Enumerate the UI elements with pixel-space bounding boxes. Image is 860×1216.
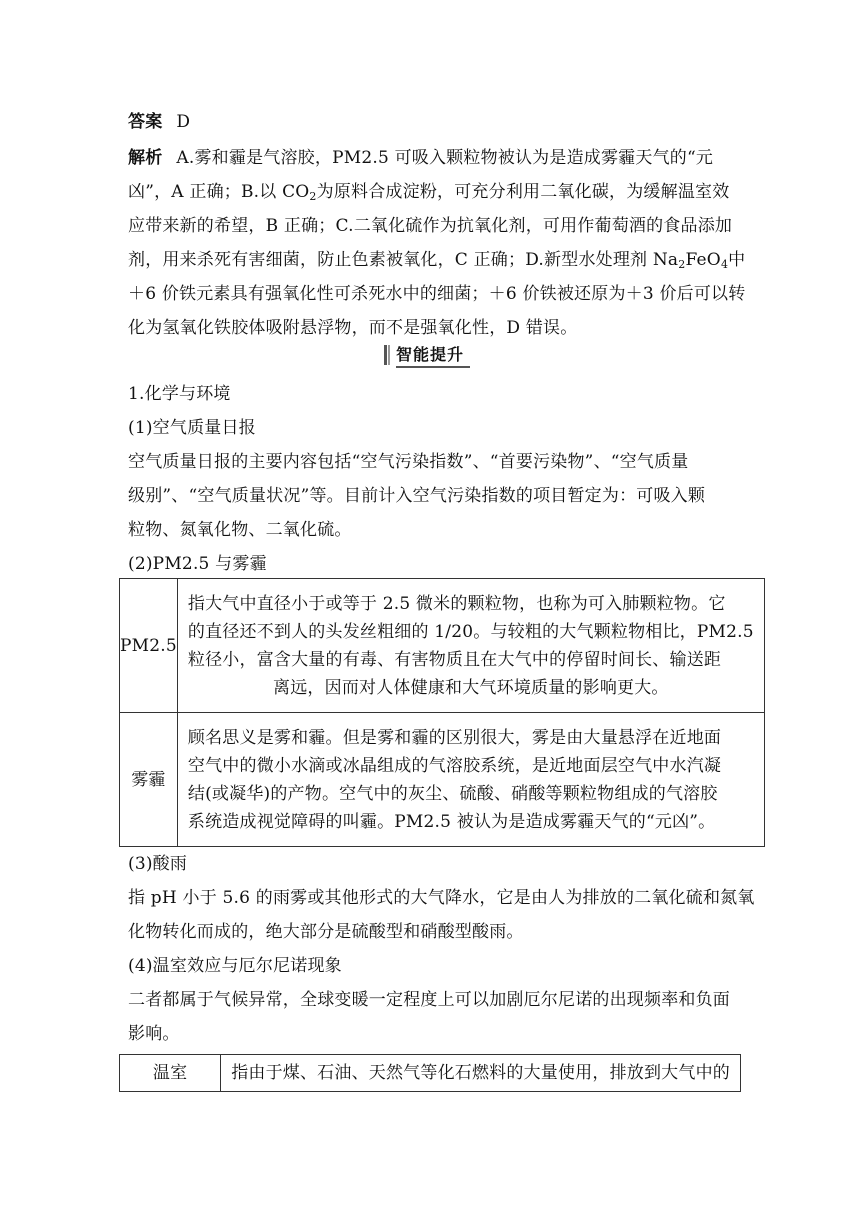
analysis-line-4: 剂，用来杀死有害细菌，防止色素被氧化，C 正确；D.新型水处理剂 $Na_2FeO_4$中 xyxy=(128,250,746,271)
table-head-cell: 温室 xyxy=(120,1055,221,1092)
analysis-line-3: 应带来新的希望，B 正确；C.二氧化硫作为抗氧化剂，可用作葡萄酒的食品添加 xyxy=(128,216,733,236)
analysis-line-1: 解析 A.雾和霾是气溶胶，PM2.5 可吸入颗粒物被认为是造成雾霾天气的“元 xyxy=(128,148,714,168)
analysis-label: 解析 xyxy=(128,148,163,168)
analysis-line-6: 化为氢氧化铁胶体吸附悬浮物，而不是强氧化性，D 错误。 xyxy=(128,318,578,338)
table-body-cell: 指由于煤、石油、天然气等化石燃料的大量使用，排放到大气中的 xyxy=(221,1055,741,1092)
answer-line xyxy=(128,110,190,134)
subsection-title-1: (1)空气质量日报 xyxy=(128,418,256,438)
paragraph-line: 二者都属于气候异常，全球变暖一定程度上可以加剧厄尔尼诺的出现频率和负面 xyxy=(128,990,730,1010)
analysis-line-5: ＋6 价铁元素具有强氧化性可杀死水中的细菌；＋6 价铁被还原为＋3 价后可以转 xyxy=(128,284,746,304)
table-row xyxy=(120,579,765,713)
table-row xyxy=(120,713,765,847)
answer-value: D xyxy=(176,112,191,132)
banner-bar-icon xyxy=(384,345,390,365)
analysis-line-2: 凶”，A 正确；B.以 $CO_2$为原料合成淀粉，可充分利用二氧化碳，为缓解温室效 xyxy=(128,182,730,203)
paragraph-line: 指 pH 小于 5.6 的雨雾或其他形式的大气降水，它是由人为排放的二氧化硫和氮氧 xyxy=(128,888,755,908)
greenhouse-table xyxy=(119,1054,741,1092)
section-banner xyxy=(384,342,470,368)
paragraph-line: 化物转化而成的，绝大部分是硫酸型和硝酸型酸雨。 xyxy=(128,922,524,942)
subsection-title-2: (2)PM2.5 与雾霾 xyxy=(128,554,267,574)
subsection-title-4: (4)温室效应与厄尔尼诺现象 xyxy=(128,956,342,976)
paragraph-line: 影响。 xyxy=(128,1024,180,1044)
table-head-cell: PM2.5 xyxy=(120,579,178,713)
pm25-smog-table xyxy=(119,578,765,847)
section-banner-title: 智能提升 xyxy=(396,342,470,368)
paragraph-line: 空气质量日报的主要内容包括“空气污染指数”、“首要污染物”、“空气质量 xyxy=(128,452,689,472)
table-row xyxy=(120,1055,741,1092)
paragraph-line: 粒物、氮氧化物、二氧化硫。 xyxy=(128,520,352,540)
section-title: 1.化学与环境 xyxy=(128,384,231,404)
table-body-cell: 顾名思义是雾和霾。但是雾和霾的区别很大，雾是由大量悬浮在近地面 空气中的微小水滴或冰晶组成的气溶胶系统，是近地面层空气中水汽凝 结(或凝华)的产物。空气中的灰尘、硫酸、硝酸等颗粒物组成的气溶胶 系统造成视觉障碍的叫霾。PM2.5 被认为是造成雾霾天气的“元凶”。 xyxy=(177,713,764,847)
table-head-cell: 雾霾 xyxy=(120,713,178,847)
subsection-title-3: (3)酸雨 xyxy=(128,854,188,874)
paragraph-line: 级别”、“空气质量状况”等。目前计入空气污染指数的项目暂定为：可吸入颗 xyxy=(128,486,706,506)
answer-label: 答案 xyxy=(128,112,163,132)
table-body-cell: 指大气中直径小于或等于 2.5 微米的颗粒物，也称为可入肺颗粒物。它 的直径还不到人的头发丝粗细的 1/20。与较粗的大气颗粒物相比，PM2.5 粒径小，富含大量的有毒、有害物质且在大气中的停留时间长、输送距 离远，因而对人体健康和大气环境质量的影响更大。 xyxy=(177,579,764,713)
